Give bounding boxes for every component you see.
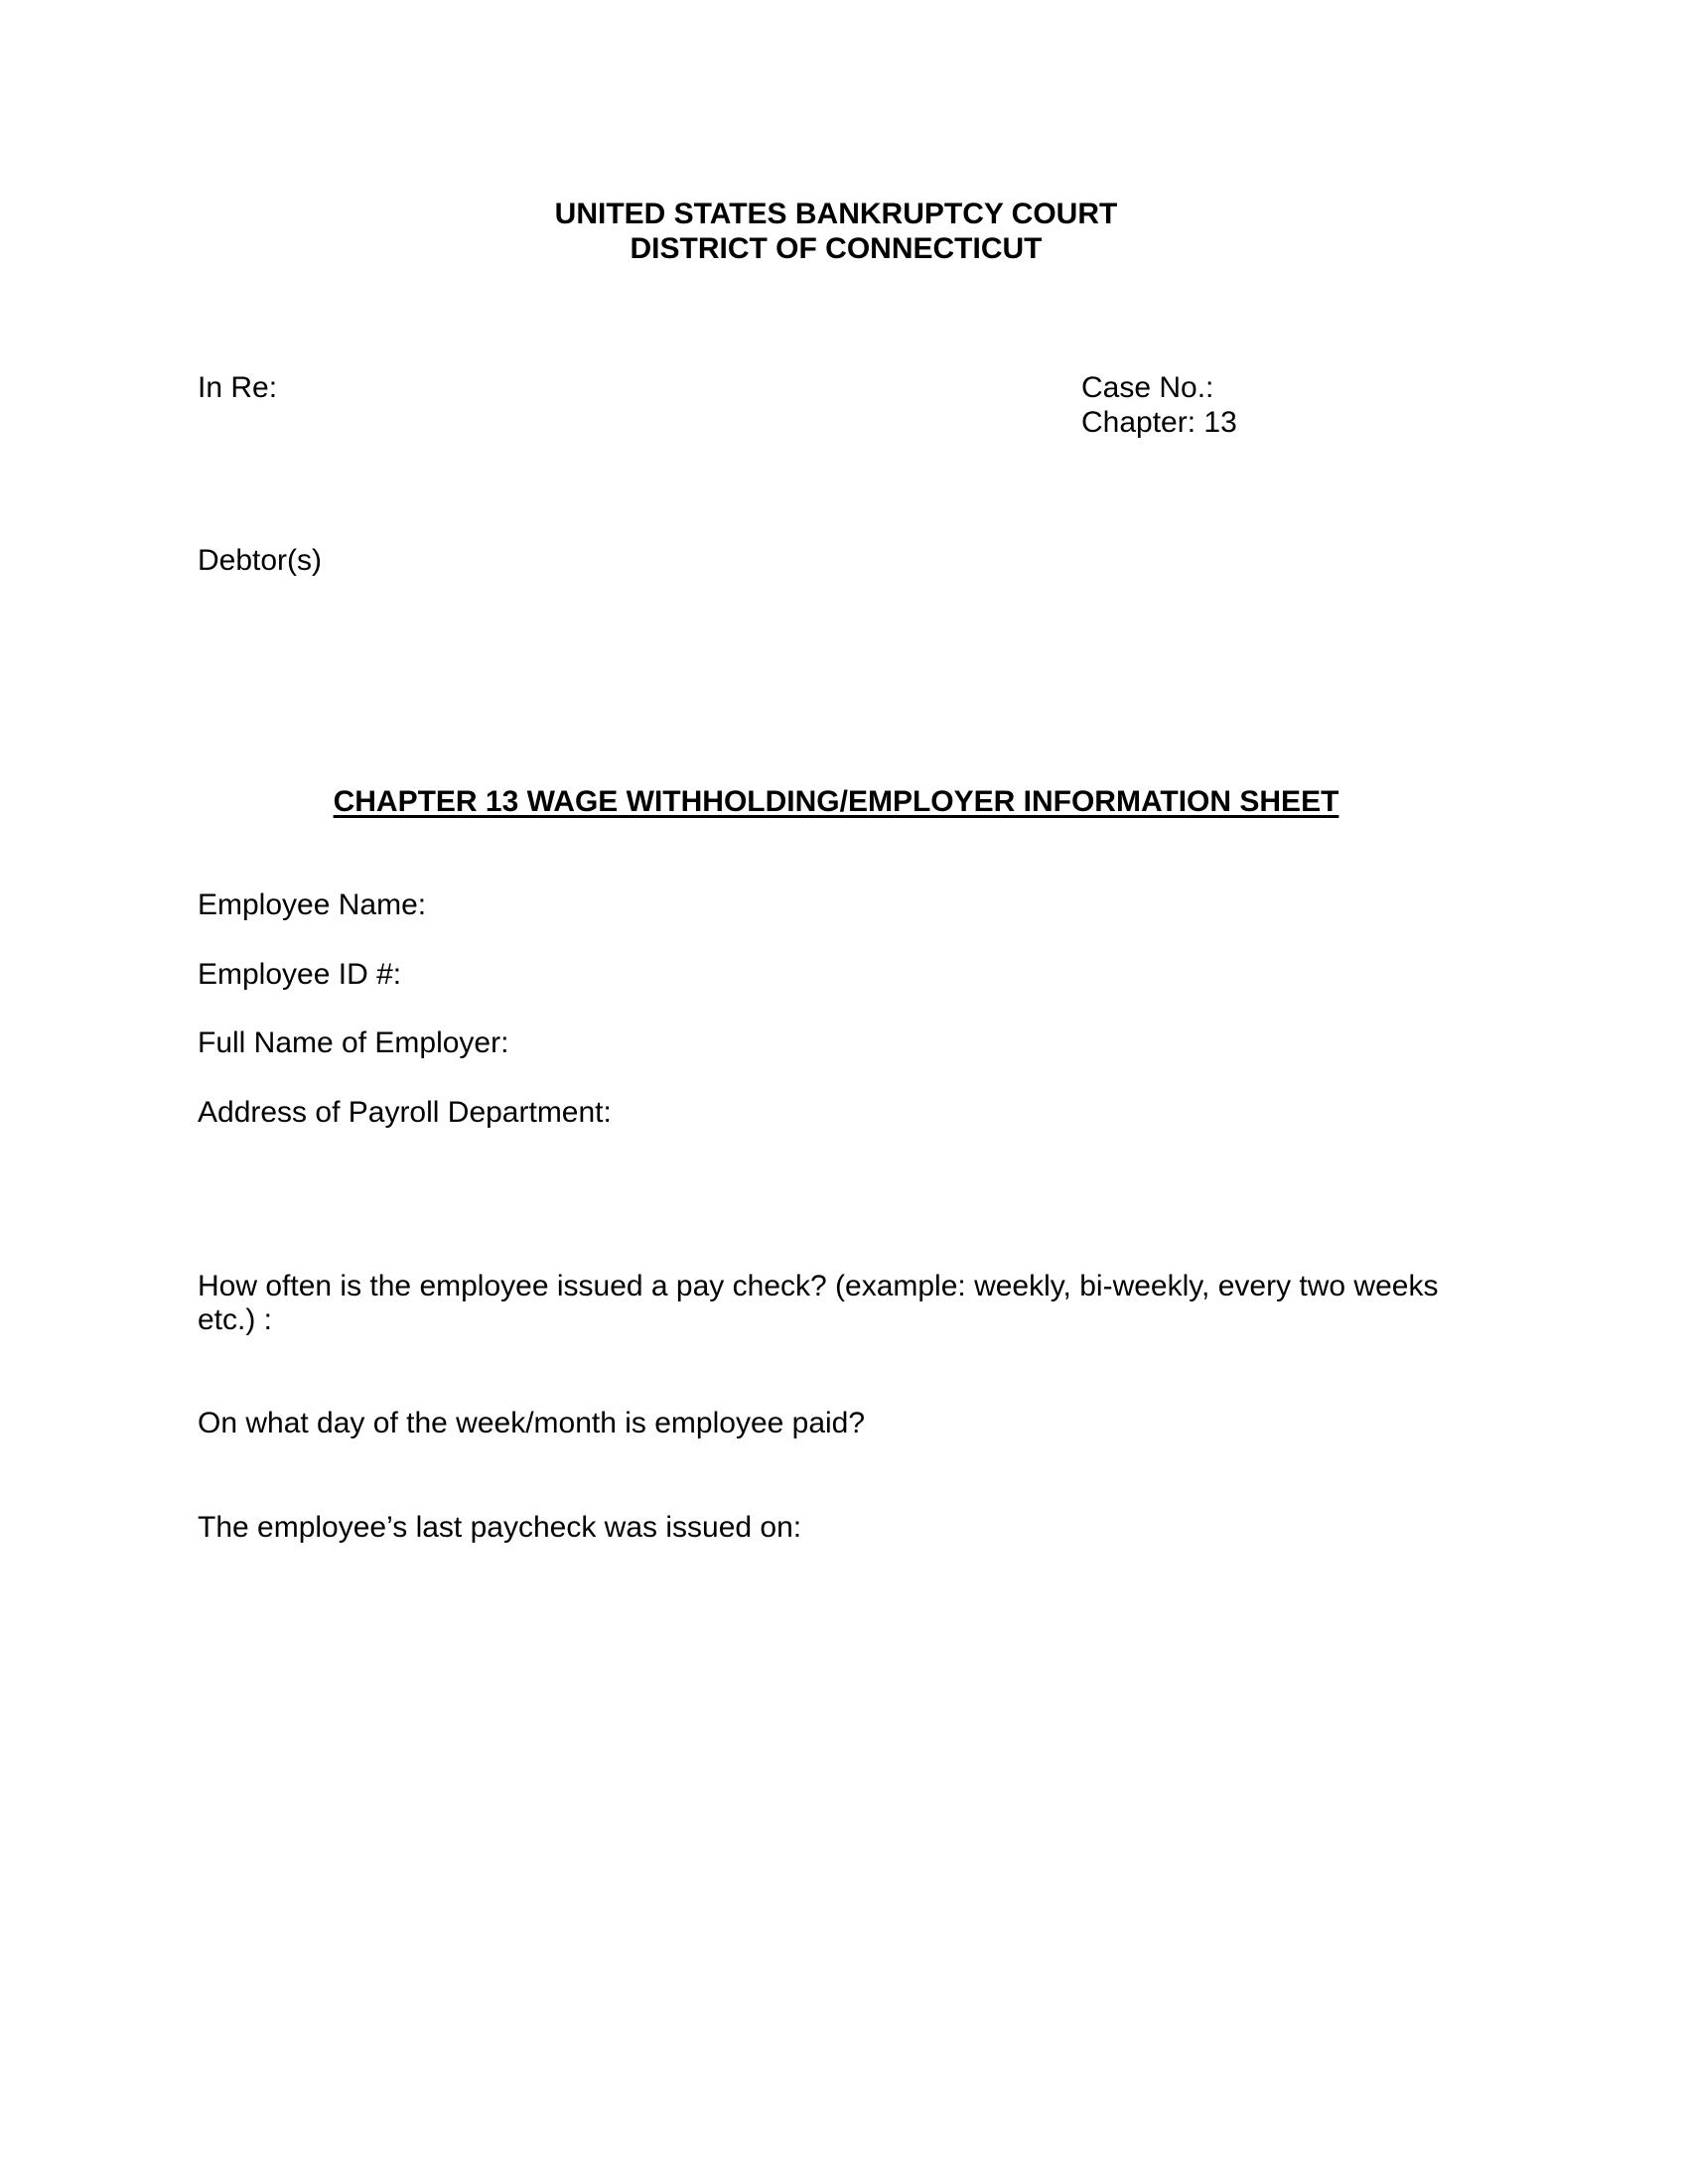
- employee-name-label: Employee Name:: [198, 888, 427, 921]
- in-re-label: In Re:: [198, 371, 278, 404]
- chapter-label: Chapter: 13: [1081, 406, 1237, 439]
- pay-frequency-question: How often is the employee issued a pay check? (example: weekly, bi-weekly, every two weeks: [198, 1270, 1439, 1302]
- form-title: CHAPTER 13 WAGE WITHHOLDING/EMPLOYER INFORMATION SHEET: [333, 785, 1339, 818]
- employee-id-label: Employee ID #:: [198, 958, 402, 991]
- pay-frequency-question-cont: etc.) :: [198, 1303, 273, 1336]
- case-number-label: Case No.:: [1081, 371, 1214, 404]
- pay-day-question: On what day of the week/month is employee paid?: [198, 1407, 866, 1439]
- employer-name-label: Full Name of Employer:: [198, 1026, 509, 1059]
- court-name: UNITED STATES BANKRUPTCY COURT: [554, 198, 1118, 230]
- debtors-label: Debtor(s): [198, 544, 323, 577]
- payroll-address-label: Address of Payroll Department:: [198, 1096, 612, 1129]
- last-paycheck-label: The employee’s last paycheck was issued on:: [198, 1511, 802, 1544]
- court-district: DISTRICT OF CONNECTICUT: [630, 232, 1043, 265]
